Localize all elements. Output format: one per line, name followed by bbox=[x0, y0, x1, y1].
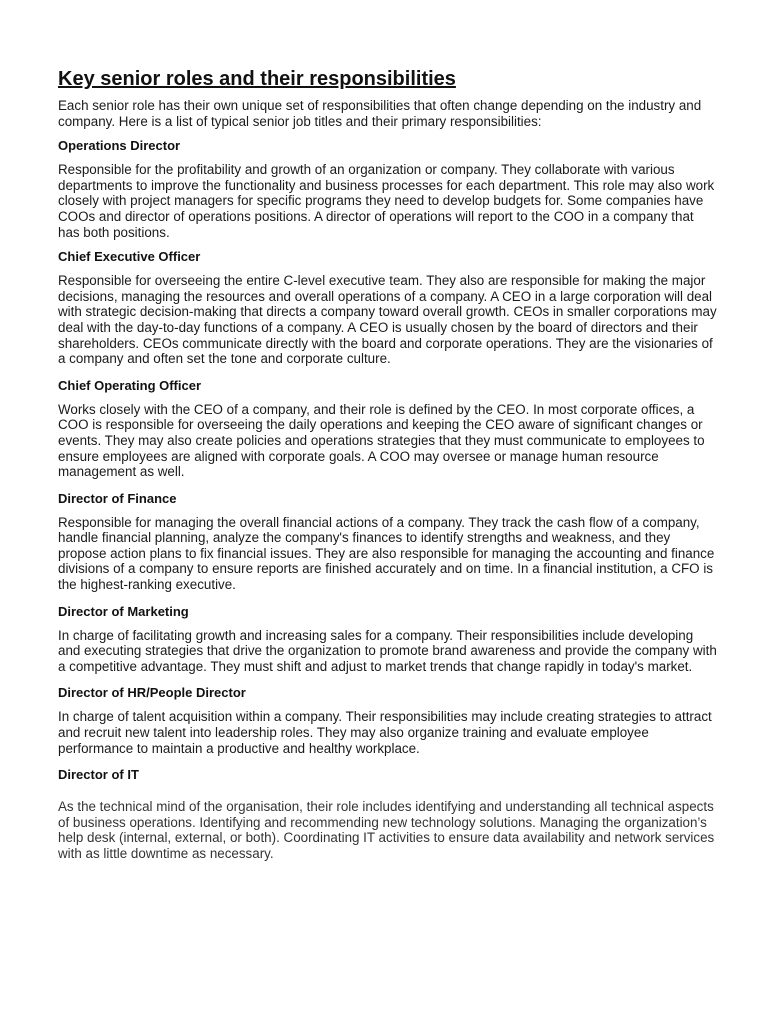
section-body: In charge of facilitating growth and increasing sales for a company. Their responsibilities include developing and executing strategies that drive the organization to promote brand awareness and provide the company with a competitive advantage. They must shift and adjust to market trends that change rapidly in today's market. bbox=[58, 627, 717, 674]
section-body: Works closely with the CEO of a company, and their role is defined by the CEO. In most corporate offices, a COO is responsible for overseeing the daily operations and keeping the CEO aware of significant changes or events. They may also create policies and operations strategies that they must communicate to employees to ensure employees are aligned with corporate goals. A COO may oversee or manage human resource management as well. bbox=[58, 401, 705, 480]
section-chief-executive-officer bbox=[58, 249, 718, 367]
section-director-of-hr bbox=[58, 685, 718, 756]
section-body: In charge of talent acquisition within a company. Their responsibilities may include creating strategies to attract and recruit new talent into leadership roles. They may also organize training and evaluate employee performance to maintain a productive and healthy workplace. bbox=[58, 709, 712, 756]
document-page bbox=[58, 66, 718, 871]
section-body: As the technical mind of the organisation, their role includes identifying and understanding all technical aspects of business operations. Identifying and recommending new technology solutions. Managing the organization’s help desk (internal, external, or both). Coordinating IT activities to ensure data availability and network services with as little downtime as necessary. bbox=[58, 799, 715, 861]
section-director-of-finance bbox=[58, 491, 718, 593]
section-chief-operating-officer bbox=[58, 378, 718, 480]
section-heading: Director of IT bbox=[58, 767, 139, 783]
section-heading: Operations Director bbox=[58, 138, 181, 154]
section-body: Responsible for overseeing the entire C-level executive team. They also are responsible for making the major decisions, managing the resources and overall operations of a company. A CEO in a large corporation will deal with strategic decision-making that directs a company toward overall growth. CEOs in smaller corporations may deal with the day-to-day functions of a company. A CEO is usually chosen by the board of directors and their shareholders. CEOs communicate directly with the board and corporate operations. They are the visionaries of a company and often set the tone and corporate culture. bbox=[58, 273, 717, 367]
section-heading: Director of HR/People Director bbox=[58, 685, 246, 701]
document-title: Key senior roles and their responsibilities bbox=[58, 68, 456, 90]
section-director-of-marketing bbox=[58, 604, 718, 675]
section-heading: Chief Executive Officer bbox=[58, 249, 201, 265]
section-heading: Chief Operating Officer bbox=[58, 377, 202, 393]
section-director-of-it bbox=[58, 767, 718, 861]
section-operations-director bbox=[58, 138, 718, 240]
section-body: Responsible for the profitability and growth of an organization or company. They collaborate with various departments to improve the functionality and business processes for each department. This role may also work closely with project managers for specific programs they need to develop budgets for. Some companies have COOs and director of operations positions. A director of operations will report to the COO in a company that has both positions. bbox=[58, 162, 715, 240]
section-heading: Director of Finance bbox=[58, 490, 177, 506]
section-heading: Director of Marketing bbox=[58, 603, 189, 619]
intro-paragraph: Each senior role has their own unique set of responsibilities that often change depending on the industry and company. Here is a list of typical senior job titles and their primary responsibilities: bbox=[58, 98, 702, 129]
section-body: Responsible for managing the overall financial actions of a company. They track the cash flow of a company, handle financial planning, analyze the company's finances to identify strengths and weakness, and they propose action plans to fix financial issues. They are also responsible for managing the accounting and finance divisions of a company to ensure reports are finished accurately and on time. In a financial institution, a CFO is the highest-ranking executive. bbox=[58, 514, 715, 593]
